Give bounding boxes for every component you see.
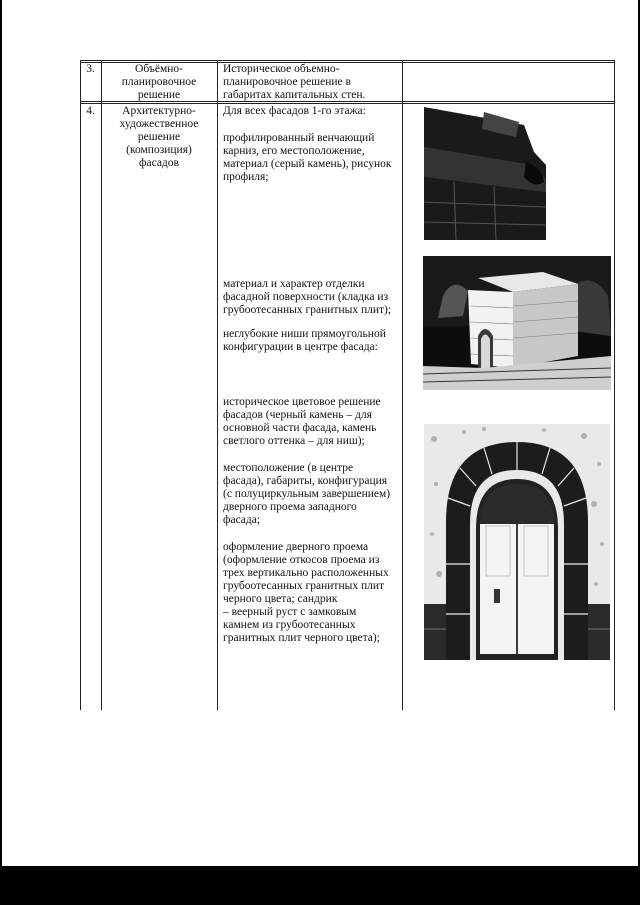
scan-bottom-band (0, 866, 640, 905)
description-color-scheme: историческое цветовое решение фасадов (черный камень – для основной части фасада, камень светлого оттенка – для ниш); (223, 396, 381, 447)
building-photo (423, 256, 611, 390)
description-cornice: профилированный венчающий карниз, его местоположение, материал (серый камень), рисунок профиля; (223, 132, 392, 183)
cornice-photo (424, 107, 546, 240)
row-number: 3. (86, 63, 95, 75)
row-name: Объёмно- планировочное решение (121, 63, 197, 101)
description-door-location: местоположение (в центре фасада), габариты, конфигурация (с полуциркульным завершением) дверного проема западного фасада; (223, 462, 391, 526)
row-description: Историческое объемно- планировочное решение в габаритах капитальных стен. (223, 63, 366, 101)
page-border-left (0, 0, 2, 866)
description-heading: Для всех фасадов 1-го этажа: (223, 105, 366, 117)
description-door-decoration: оформление дверного проема (оформление откосов проема из трех вертикально расположенных грубоотесанных гранитных плит черного цвета; сандрик – веерный руст с замковым камнем из грубоотесанных гранитных плит черного цвета); (223, 541, 389, 644)
arched-door-photo (424, 424, 610, 660)
description-facade-finish: материал и характер отделки фасадной поверхности (кладка из грубоотесанных гранитных плит); (223, 278, 392, 316)
description-niches: неглубокие ниши прямоугольной конфигурации в центре фасада: (223, 328, 386, 353)
row-number: 4. (86, 105, 95, 117)
row-name: Архитектурно- художественное решение (композиция) фасадов (119, 105, 199, 169)
